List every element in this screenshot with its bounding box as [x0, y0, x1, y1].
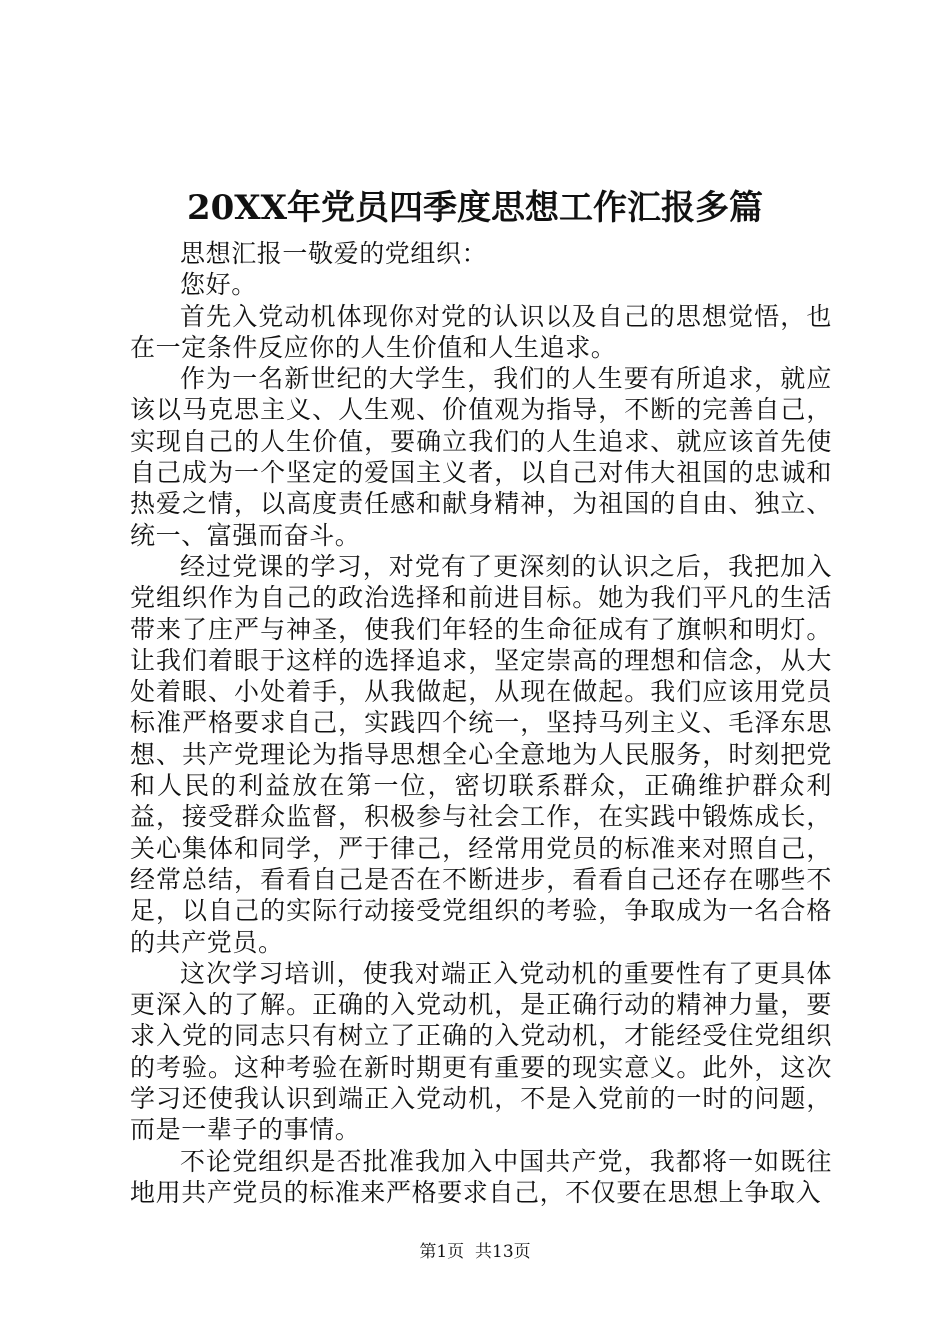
document-title: 20XX年党员四季度思想工作汇报多篇 — [186, 188, 764, 228]
page-footer — [0, 1240, 950, 1264]
document-body — [130, 238, 832, 1208]
paragraph: 思想汇报一敬爱的党组织： — [180, 239, 488, 268]
page-total: 共13页 — [475, 1242, 531, 1262]
paragraph: 您好。 — [180, 270, 257, 300]
paragraph: 不论党组织是否批准我加入中国共产党，我都将一如既往地用共产党员的标准来严格要求自己，不仅要在思想上争取入 — [130, 1146, 832, 1207]
paragraph: 经过党课的学习，对党有了更深刻的认识之后，我把加入党组织作为自己的政治选择和前进目标。她为我们平凡的生活带来了庄严与神圣，使我们年轻的生命征成有了旗帜和明灯。让我们着眼于这样的选择追求，坚定崇高的理想和信念，从大处着眼、小处着手，从我做起，从现在做起。我们应该用党员标准严格要求自己，实践四个统一，坚持马列主义、毛泽东思想、共产党理论为指导思想全心全意地为人民服务，时刻把党和人民的利益放在第一位，密切联系群众，正确维护群众利益，接受群众监督，积极参与社会工作，在实践中锻炼成长，关心集体和同学，严于律己，经常用党员的标准来对照自己，经常总结，看看自己是否在不断进步，看看自己还存在哪些不足，以自己的实际行动接受党组织的考验，争取成为一名合格的共产党员。 — [130, 551, 832, 957]
paragraph: 首先入党动机体现你对党的认识以及自己的思想觉悟，也在一定条件反应你的人生价值和人生追求。 — [130, 301, 832, 362]
paragraph: 作为一名新世纪的大学生，我们的人生要有所追求，就应该以马克思主义、人生观、价值观为指导，不断的完善自己，实现自己的人生价值，要确立我们的人生追求、就应该首先使自己成为一个坚定的爱国主义者，以自己对伟大祖国的忠诚和热爱之情，以高度责任感和献身精神，为祖国的自由、独立、统一、富强而奋斗。 — [130, 364, 832, 550]
paragraph: 这次学习培训，使我对端正入党动机的重要性有了更具体更深入的了解。正确的入党动机，是正确行动的精神力量，要求入党的同志只有树立了正确的入党动机，才能经受住党组织的考验。这种考验在新时期更有重要的现实意义。此外，这次学习还使我认识到端正入党动机，不是入党前的一时的问题，而是一辈子的事情。 — [130, 958, 832, 1145]
page-number: 第1页 — [419, 1242, 465, 1262]
